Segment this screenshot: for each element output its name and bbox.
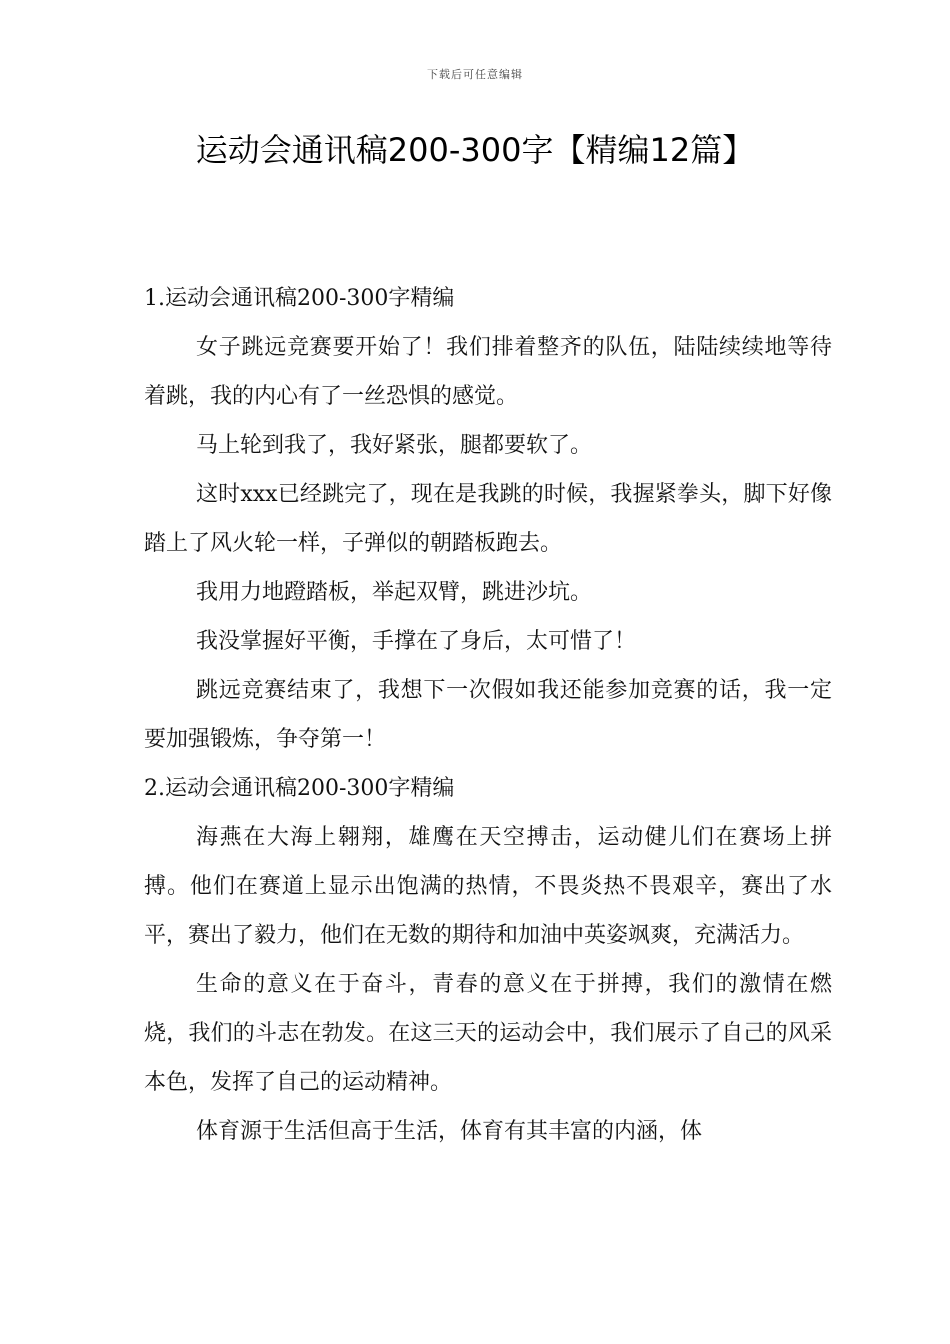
section-heading-2: 2.运动会通讯稿200-300字精编 xyxy=(144,776,455,801)
document-title: 运动会通讯稿200-300字【精编12篇】 xyxy=(195,131,755,169)
paragraph: 女子跳远竞赛要开始了！我们排着整齐的队伍，陆陆续续地等待着跳，我的内心有了一丝恐惧的感觉。 xyxy=(144,335,832,409)
paragraph: 海燕在大海上翱翔，雄鹰在天空搏击，运动健儿们在赛场上拼搏。他们在赛道上显示出饱满的热情，不畏炎热不畏艰辛，赛出了水平，赛出了毅力，他们在无数的期待和加油中英姿飒爽，充满活力。 xyxy=(144,825,832,948)
paragraph: 我没掌握好平衡，手撑在了身后，太可惜了！ xyxy=(196,629,637,654)
paragraph: 生命的意义在于奋斗，青春的意义在于拼搏，我们的激情在燃烧，我们的斗志在勃发。在这三天的运动会中，我们展示了自己的风采本色，发挥了自己的运动精神。 xyxy=(144,972,832,1095)
paragraph: 跳远竞赛结束了，我想下一次假如我还能参加竞赛的话，我一定要加强锻炼，争夺第一！ xyxy=(144,678,832,752)
paragraph: 我用力地蹬踏板，举起双臂，跳进沙坑。 xyxy=(196,580,593,605)
section-heading-1: 1.运动会通讯稿200-300字精编 xyxy=(144,286,455,311)
document-body xyxy=(144,274,832,1156)
paragraph: 马上轮到我了，我好紧张，腿都要软了。 xyxy=(196,433,593,458)
paragraph: 这时xxx已经跳完了，现在是我跳的时候，我握紧拳头，脚下好像踏上了风火轮一样，子弹似的朝踏板跑去。 xyxy=(144,482,832,556)
header-note: 下载后可任意编辑 xyxy=(427,68,523,81)
paragraph: 体育源于生活但高于生活，体育有其丰富的内涵，体 xyxy=(196,1119,703,1144)
